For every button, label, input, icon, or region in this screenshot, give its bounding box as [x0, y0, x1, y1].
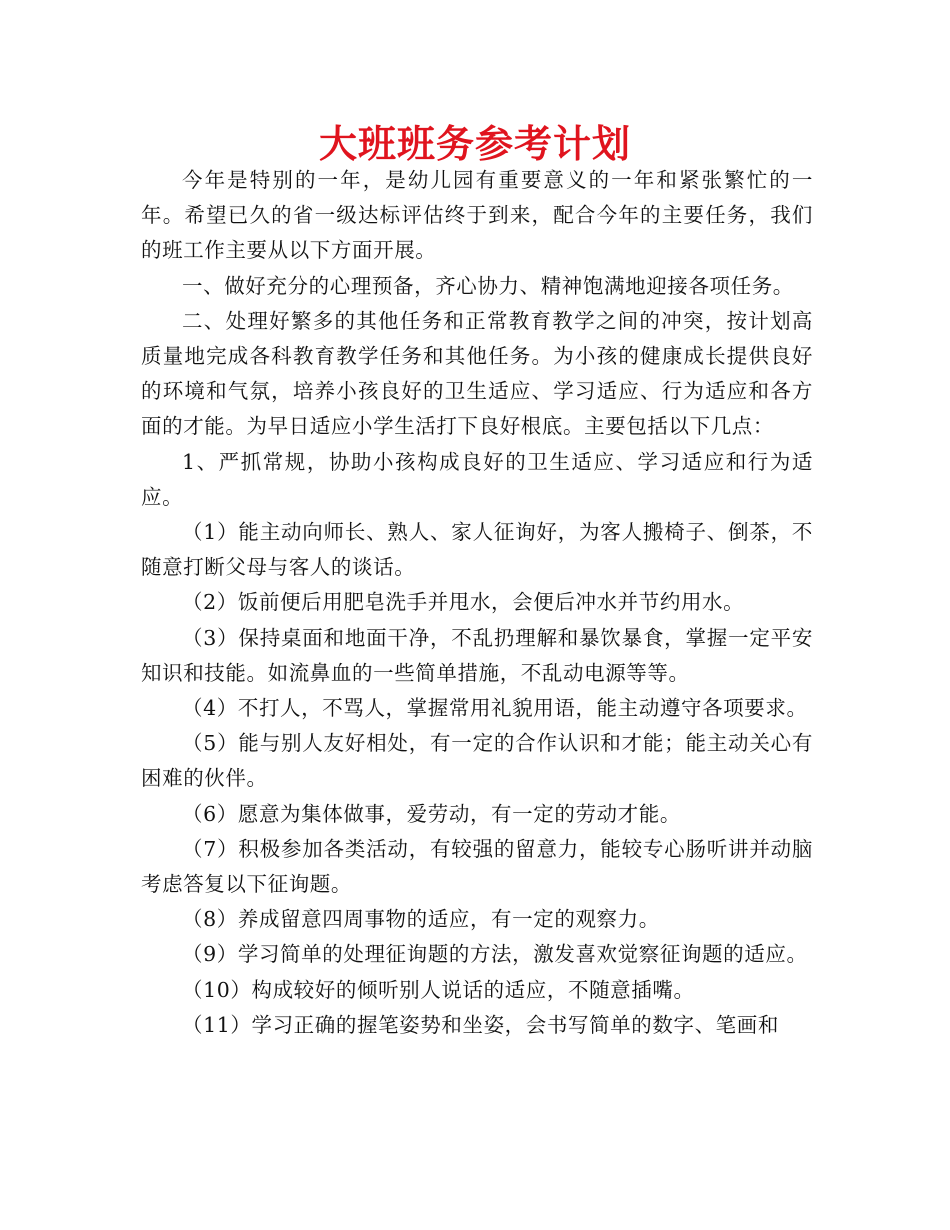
- sub-item-5-paragraph: （5）能与别人友好相处，有一定的合作认识和才能；能主动关心有困难的伙伴。: [141, 731, 813, 791]
- document-title: 大班班务参考计划: [318, 122, 631, 166]
- sub-item-4-paragraph: （4）不打人，不骂人，掌握常用礼貌用语，能主动遵守各项要求。: [182, 696, 808, 721]
- section-two-paragraph: 二、处理好繁多的其他任务和正常教育教学之间的冲突，按计划高质量地完成各科教育教学任务和其他任务。为小孩的健康成长提供良好的环境和气氛，培养小孩良好的卫生适应、学习适应、行为适应和各方面的才能。为早日适应小学生活打下良好根底。主要包括以下几点：: [141, 308, 813, 439]
- sub-item-9-paragraph: （9）学习简单的处理征询题的方法，激发喜欢觉察征询题的适应。: [182, 942, 808, 967]
- intro-paragraph: 今年是特别的一年，是幼儿园有重要意义的一年和紧张繁忙的一年。希望已久的省一级达标评估终于到来，配合今年的主要任务，我们的班工作主要从以下方面开展。: [141, 168, 813, 263]
- document-body: [141, 163, 813, 1043]
- sub-item-7-paragraph: （7）积极参加各类活动，有较强的留意力，能较专心肠听讲并动脑考虑答复以下征询题。: [141, 836, 813, 897]
- sub-item-2-paragraph: （2）饭前便后用肥皂洗手并甩水，会便后冲水并节约用水。: [182, 590, 745, 615]
- sub-item-11-paragraph: （11）学习正确的握笔姿势和坐姿，会书写简单的数字、笔画和: [182, 1012, 779, 1037]
- sub-item-8-paragraph: （8）养成留意四周事物的适应，有一定的观察力。: [182, 907, 660, 932]
- item-1-paragraph: 1、严抓常规，协助小孩构成良好的卫生适应、学习适应和行为适应。: [141, 449, 813, 509]
- sub-item-1-paragraph: （1）能主动向师长、熟人、家人征询好，为客人搬椅子、倒茶，不随意打断父母与客人的谈话。: [141, 520, 813, 580]
- section-one-paragraph: 一、做好充分的心理预备，齐心协力、精神饱满地迎接各项任务。: [182, 273, 794, 298]
- sub-item-10-paragraph: （10）构成较好的倾听别人说话的适应，不随意插嘴。: [182, 977, 695, 1002]
- sub-item-6-paragraph: （6）愿意为集体做事，爱劳动，有一定的劳动才能。: [182, 801, 681, 826]
- sub-item-3-paragraph: （3）保持桌面和地面干净，不乱扔理解和暴饮暴食，掌握一定平安知识和技能。如流鼻血的一些简单措施，不乱动电源等等。: [141, 625, 813, 685]
